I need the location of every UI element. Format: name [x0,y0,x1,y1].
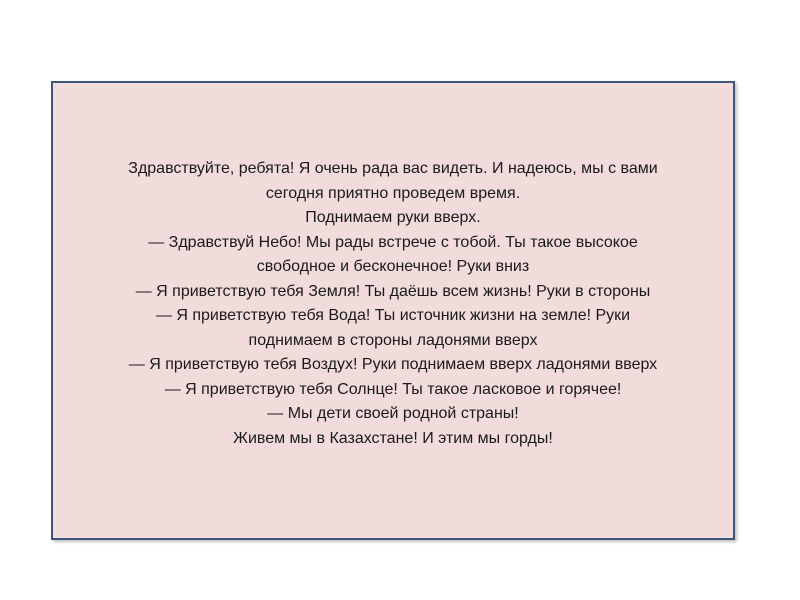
text-box [51,81,735,540]
text-line-8: поднимаем в стороны ладонями вверх [248,331,538,349]
text-line-9: — Я приветствую тебя Воздух! Руки поднимаем вверх ладонями вверх [128,356,658,373]
text-line-7: — Я приветствую тебя Вода! Ты источник жизни на земле! Руки [155,307,631,324]
greeting-text [53,157,733,451]
text-line-12: Живем мы в Казахстане! И этим мы горды! [233,429,553,447]
text-line-5: свободное и бесконечное! Руки вниз [256,258,530,275]
text-line-3: Поднимаем руки вверх. [305,209,481,226]
text-line-2: сегодня приятно проведем время. [265,184,521,202]
text-line-1: Здравствуйте, ребята! Я очень рада вас видеть. И надеюсь, мы с вами [128,160,658,177]
text-line-6: — Я приветствую тебя Земля! Ты даёшь всем жизнь! Руки в стороны [135,282,651,300]
text-line-11: — Мы дети своей родной страны! [267,405,519,422]
text-line-4: — Здравствуй Небо! Мы рады встрече с тобой. Ты такое высокое [148,233,638,251]
text-line-10: — Я приветствую тебя Солнце! Ты такое ласковое и горячее! [164,380,622,398]
